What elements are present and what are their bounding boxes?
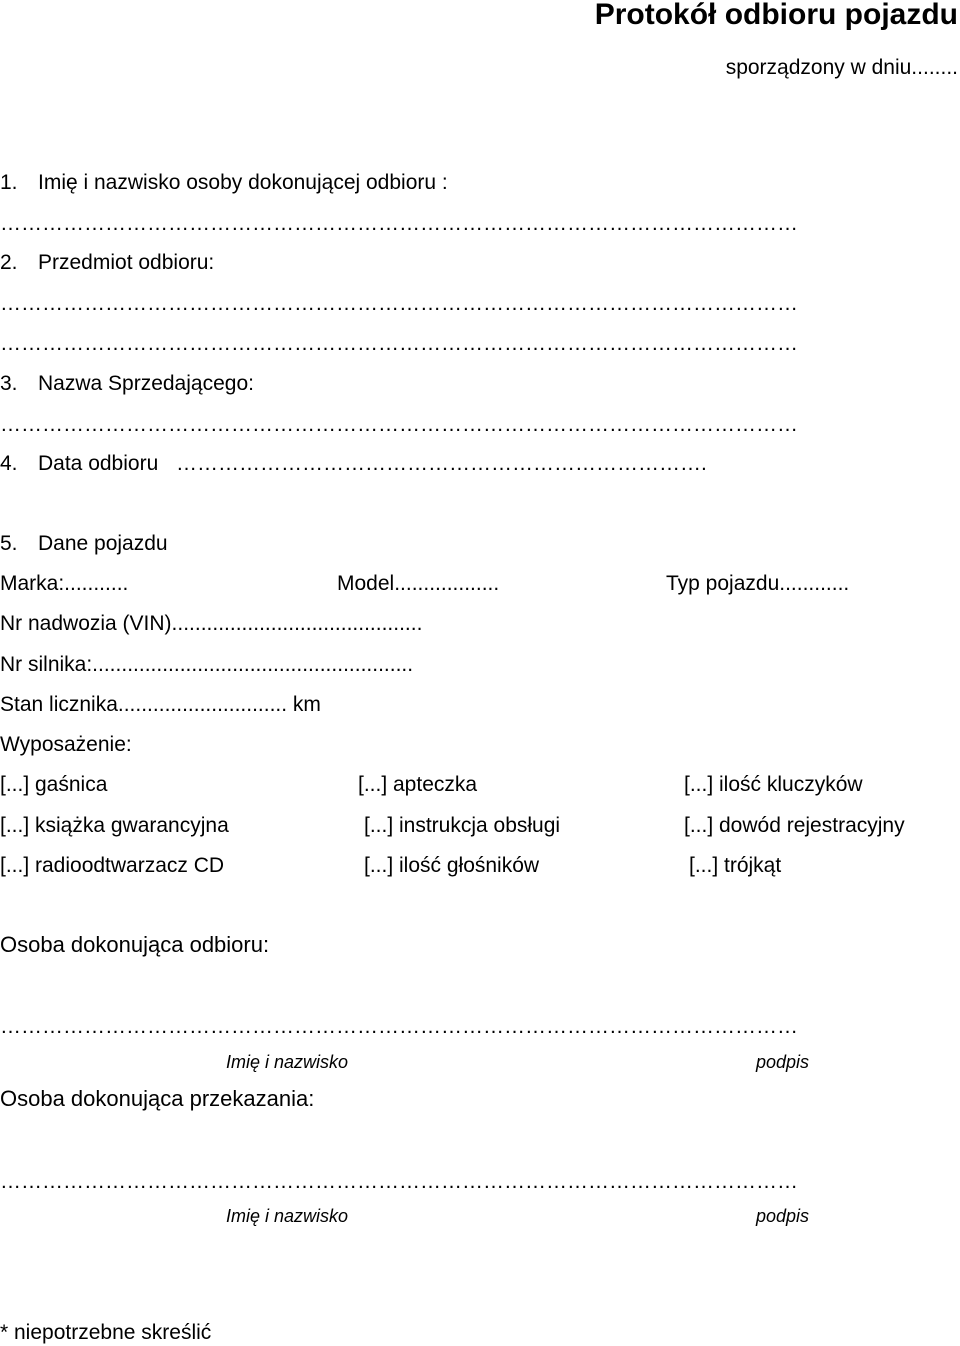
fill-line-subject-1[interactable]: ……………………………………………………………………………………………………: [0, 293, 798, 313]
checkbox-ksiazka-gwarancyjna[interactable]: [...] książka gwarancyjna: [0, 814, 229, 837]
handover-signature-label: Osoba dokonująca przekazania:: [0, 1086, 315, 1111]
field-vin[interactable]: Nr nadwozia (VIN)...........................................: [0, 612, 423, 635]
fill-line-receiver-name[interactable]: ……………………………………………………………………………………………………: [0, 213, 798, 233]
field-nr-silnika[interactable]: Nr silnika:.......................................................: [0, 653, 414, 676]
section-4-label: Data odbioru: [38, 452, 159, 475]
document-title: Protokół odbioru pojazdu: [594, 0, 958, 31]
section-1-heading: [0, 172, 448, 193]
field-typ-pojazdu[interactable]: Typ pojazdu............: [666, 572, 850, 595]
fill-line-date[interactable]: ………………………………………………………………….: [176, 453, 707, 474]
footnote: * niepotrzebne skreślić: [0, 1321, 212, 1344]
checkbox-instrukcja-obslugi[interactable]: [...] instrukcja obsługi: [364, 814, 561, 837]
receiver-signature-line[interactable]: ……………………………………………………………………………………………………: [0, 1016, 798, 1036]
section-5-label: Dane pojazdu: [38, 532, 168, 555]
checkbox-ilosc-glosnikow[interactable]: [...] ilość głośników: [364, 854, 540, 877]
checkbox-apteczka[interactable]: [...] apteczka: [358, 773, 478, 796]
section-2-number: 2.: [0, 251, 18, 274]
section-5-heading: [0, 533, 168, 554]
section-3-label: Nazwa Sprzedającego:: [38, 372, 254, 395]
checkbox-gasnica[interactable]: [...] gaśnica: [0, 773, 108, 796]
receiver-signature-label: Osoba dokonująca odbioru:: [0, 932, 270, 957]
handover-name-caption: Imię i nazwisko: [226, 1206, 349, 1226]
section-3-heading: [0, 373, 254, 394]
field-model[interactable]: Model..................: [337, 572, 500, 595]
document-date-line[interactable]: sporządzony w dniu........: [725, 56, 958, 79]
checkbox-dowod-rejestracyjny[interactable]: [...] dowód rejestracyjny: [684, 814, 905, 837]
section-5-number: 5.: [0, 532, 18, 555]
handover-signature-line[interactable]: ……………………………………………………………………………………………………: [0, 1171, 798, 1191]
fill-line-seller[interactable]: ……………………………………………………………………………………………………: [0, 414, 798, 434]
field-stan-licznika[interactable]: Stan licznika............................. km: [0, 693, 321, 716]
checkbox-radioodtwarzacz[interactable]: [...] radioodtwarzacz CD: [0, 854, 225, 877]
section-3-number: 3.: [0, 372, 18, 395]
receiver-name-caption: Imię i nazwisko: [226, 1052, 349, 1072]
fill-line-subject-2[interactable]: ……………………………………………………………………………………………………: [0, 333, 798, 353]
section-2-heading: [0, 252, 214, 273]
equipment-heading: Wyposażenie:: [0, 733, 132, 756]
section-2-label: Przedmiot odbioru:: [38, 251, 215, 274]
checkbox-trojkat[interactable]: [...] trójkąt: [689, 854, 782, 877]
section-4-heading: [0, 453, 158, 474]
field-marka[interactable]: Marka:...........: [0, 572, 129, 595]
handover-sign-caption: podpis: [756, 1206, 810, 1226]
section-1-number: 1.: [0, 171, 18, 194]
checkbox-ilosc-kluczykow[interactable]: [...] ilość kluczyków: [684, 773, 863, 796]
receiver-sign-caption: podpis: [756, 1052, 810, 1072]
section-4-number: 4.: [0, 452, 18, 475]
section-1-label: Imię i nazwisko osoby dokonującej odbioru :: [38, 171, 448, 194]
